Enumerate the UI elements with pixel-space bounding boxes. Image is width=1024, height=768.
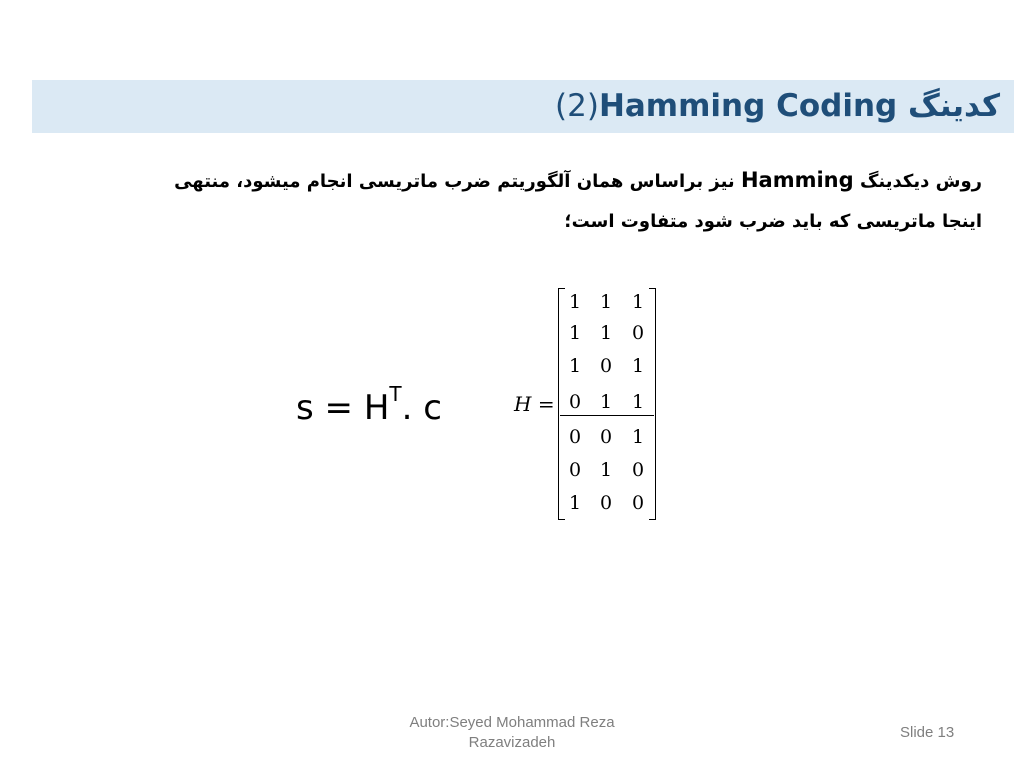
body-keyword: Hamming (740, 168, 854, 192)
matrix-cell: 1 (568, 355, 582, 377)
matrix-cell: 0 (568, 426, 582, 448)
parity-check-matrix (558, 288, 656, 520)
slide-body-text (62, 160, 982, 242)
formula-superscript: T (389, 382, 402, 406)
matrix-cell: 1 (631, 426, 645, 448)
title-english: Hamming Coding (598, 88, 898, 124)
matrix-cell: 1 (631, 391, 645, 413)
footer-author (362, 713, 662, 753)
body-line1-start: روش دیکدینگ (859, 171, 982, 192)
footer-slide-number: Slide 13 (900, 724, 955, 741)
matrix-cell: 0 (631, 492, 645, 514)
matrix-cell: 1 (599, 391, 613, 413)
footer-author-line2: Razavizadeh (468, 734, 556, 751)
slide-title (555, 86, 1000, 126)
syndrome-formula (296, 382, 442, 428)
matrix-cell: 1 (568, 492, 582, 514)
matrix-label (514, 392, 555, 416)
matrix-cell: 0 (599, 492, 613, 514)
matrix-name: H (514, 392, 532, 416)
title-bar (32, 80, 1014, 133)
matrix-cell: 1 (568, 322, 582, 344)
footer-author-line1: Autor:Seyed Mohammad Reza (409, 714, 615, 731)
matrix-cell: 0 (631, 459, 645, 481)
matrix-cell: 1 (631, 355, 645, 377)
matrix-divider (560, 415, 654, 416)
matrix-cell: 0 (599, 426, 613, 448)
title-persian: کدینگ (908, 88, 1000, 124)
matrix-cell: 1 (599, 291, 613, 313)
formula-lhs: s = H (296, 388, 390, 428)
formula-rhs: . c (401, 388, 442, 428)
matrix-cell: 1 (568, 291, 582, 313)
matrix-equals: = (537, 392, 555, 416)
matrix-cell: 1 (631, 291, 645, 313)
matrix-cell: 0 (599, 355, 613, 377)
matrix-cell: 1 (599, 322, 613, 344)
matrix-cell: 0 (568, 459, 582, 481)
matrix-cell: 0 (631, 322, 645, 344)
body-line1-rest: نیز براساس همان آلگوریتم ضرب ماتریسی انجام میشود، منتهی (174, 171, 735, 192)
matrix-cell: 1 (599, 459, 613, 481)
matrix-cell: 0 (568, 391, 582, 413)
body-line2: اینجا ماتریسی که باید ضرب شود متفاوت است؛ (564, 211, 982, 232)
title-paren: (2) (555, 88, 599, 124)
